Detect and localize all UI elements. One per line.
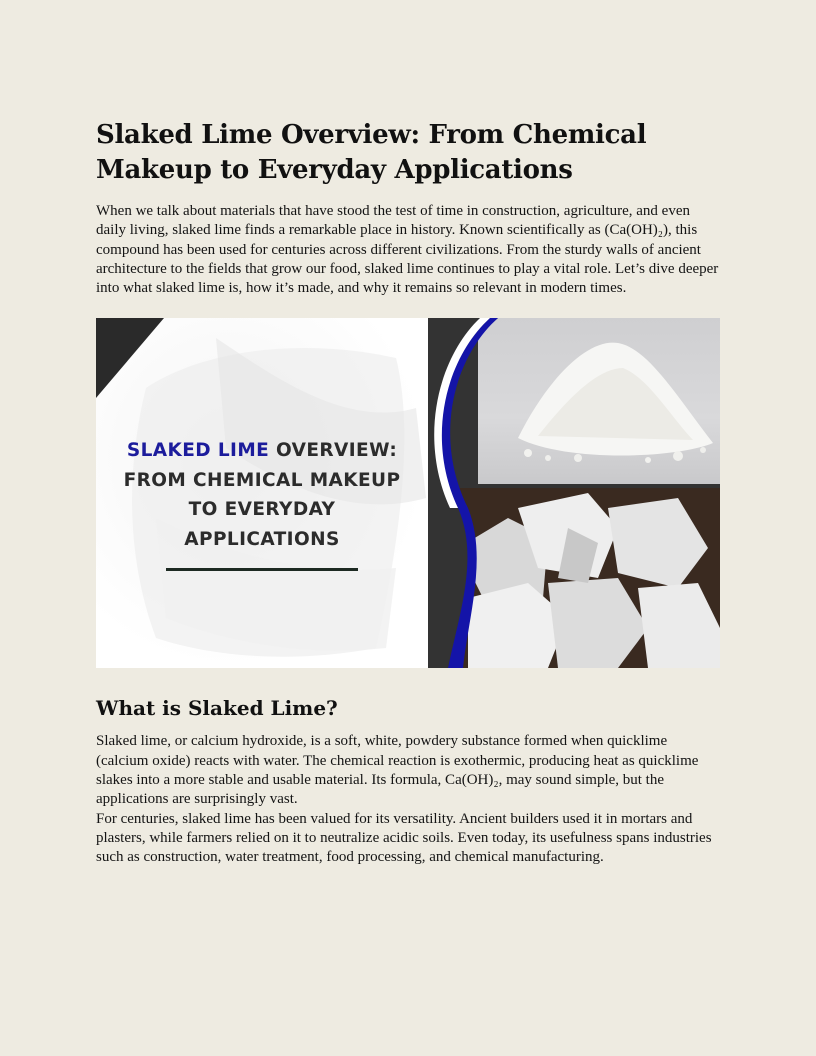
section-paragraph-1: Slaked lime, or calcium hydroxide, is a soft, white, powdery substance formed when quicklime (calcium oxide) reacts with water. The chemical reaction is exothermic, producing heat as quicklime slakes into a more stable and usable material. Its formula, Ca(OH)₂, may sound simple, but the applications are surprisingly vast.	[96, 733, 699, 808]
banner-text-panel	[96, 318, 428, 668]
banner-title-accent: SLAKED LIME	[126, 440, 270, 462]
wave-divider-graphic	[428, 318, 508, 668]
banner-photo-panel	[428, 318, 720, 668]
article-title: Slaked Lime Overview: From Chemical Makeup to Everyday Applications	[96, 120, 647, 185]
powder-pile-graphic	[478, 318, 720, 484]
section-paragraph-2: For centuries, slaked lime has been valued for its versatility. Ancient builders used it in mortars and plasters, while farmers relied on it to neutralize acidic soils. Even today, its usefulness spans industries such as construction, water treatment, food processing, and chemical manufacturing.	[96, 810, 712, 866]
banner-title-line-3: TO EVERYDAY	[188, 499, 336, 521]
banner-underline	[166, 568, 358, 571]
document-page	[96, 118, 720, 868]
lime-powder-photo	[478, 318, 720, 484]
corner-triangle-decoration	[96, 318, 164, 398]
banner-title-line-4: APPLICATIONS	[184, 528, 340, 550]
banner-title	[96, 436, 428, 554]
banner-image	[96, 318, 720, 668]
banner-title-line-2: FROM CHEMICAL MAKEUP	[123, 469, 401, 491]
banner-title-line-1: OVERVIEW:	[269, 440, 398, 462]
intro-paragraph: When we talk about materials that have stood the test of time in construction, agriculture, and even daily living, slaked lime finds a remarkable place in history. Known scientifically as (Ca(OH)₂), this compound has been used for centuries across different civilizations. From the sturdy walls of ancient architecture to the fields that grow our food, slaked lime continues to play a vital role. Let’s dive deeper into what slaked lime is, how it’s made, and why it remains so relevant in modern times.	[96, 203, 719, 297]
section-heading: What is Slaked Lime?	[96, 696, 338, 721]
